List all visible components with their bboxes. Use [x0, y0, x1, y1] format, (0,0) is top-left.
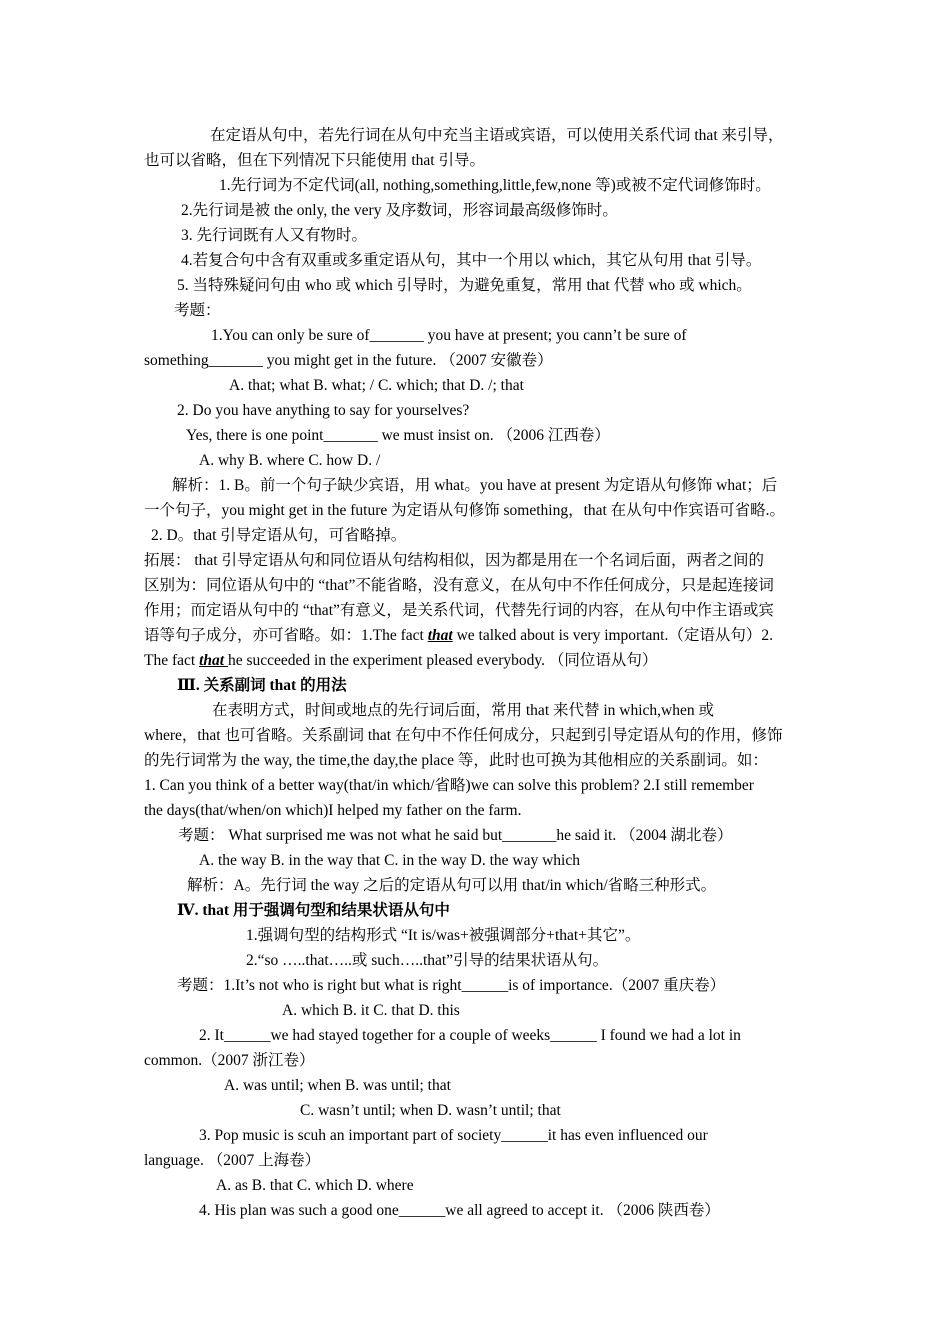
analysis-3: 解析：A。先行词 the way 之后的定语从句可以用 that/in which/省略三种形式。 — [187, 877, 717, 894]
section-heading-3: Ⅲ. 关系副词 that 的用法 — [177, 677, 347, 694]
question-2-line1: 2. Do you have anything to say for yourselves? — [177, 402, 470, 419]
kaoti-4-2-options2: C. wasn’t until; when D. wasn’t until; that — [300, 1102, 561, 1119]
kaoti-label-1: 考题： — [174, 302, 221, 319]
para3-line2: where，that 也可省略。关系副词 that 在句中不作任何成分，只起到引导定语从句的作用，修饰 — [144, 727, 783, 744]
extension-line1: 拓展： that 引导定语从句和同位语从句结构相似，因为都是用在一个名词后面，两者之间的 — [144, 552, 764, 569]
para3-line5: the days(that/when/on which)I helped my father on the farm. — [144, 802, 522, 819]
structure-2: 2.“so …..that…..或 such…..that”引导的结果状语从句。 — [246, 952, 609, 969]
document-body — [144, 123, 824, 1223]
question-1-options: A. that; what B. what; / C. which; that D. /; that — [229, 377, 524, 394]
question-1-line1: 1.You can only be sure of_______ you have at present; you cann’t be sure of — [211, 327, 687, 344]
kaoti-4-3-line2: language. （2007 上海卷） — [144, 1152, 321, 1169]
kaoti-4-3-line1: 3. Pop music is scuh an important part of society______it has even influenced our — [199, 1127, 708, 1144]
rule-5: 5. 当特殊疑问句由 who 或 which 引导时，为避免重复，常用 that 代替 who 或 which。 — [177, 277, 752, 294]
analysis-1-line2: 一个句子，you might get in the future 为定语从句修饰 something，that 在从句中作宾语可省略.。 — [144, 502, 786, 519]
para3-line1: 在表明方式，时间或地点的先行词后面，常用 that 来代替 in which,when 或 — [212, 702, 715, 719]
extension-line5-a: The fact — [144, 652, 200, 669]
structure-1: 1.强调句型的结构形式 “It is/was+被强调部分+that+其它”。 — [246, 927, 641, 944]
extension-line2: 区别为：同位语从句中的 “that”不能省略，没有意义，在从句中不作任何成分，只是起连接词 — [144, 577, 774, 594]
para3-line4: 1. Can you think of a better way(that/in which/省略)we can solve this problem? 2.I still remember — [144, 777, 754, 794]
analysis-1-line1: 解析：1. B。前一个句子缺少宾语，用 what。you have at present 为定语从句修饰 what；后 — [172, 477, 778, 494]
kaoti-4-2-line1: 2. It______we had stayed together for a couple of weeks______ I found we had a lot in — [199, 1027, 741, 1044]
rule-1: 1.先行词为不定代词(all, nothing,something,little,few,none 等)或被不定代词修饰时。 — [219, 177, 771, 194]
question-2-line2: Yes, there is one point_______ we must insist on. （2006 江西卷） — [186, 427, 610, 444]
kaoti-3: 考题： What surprised me was not what he said but_______he said it. （2004 湖北卷） — [178, 827, 733, 844]
kaoti-4-1: 考题：1.It’s not who is right but what is right______is of importance.（2007 重庆卷） — [177, 977, 726, 994]
extension-line3: 作用；而定语从句中的 “that”有意义，是关系代词，代替先行词的内容，在从句中作主语或宾 — [144, 602, 774, 619]
kaoti-4-2-line2: common.（2007 浙江卷） — [144, 1052, 315, 1069]
kaoti-4-4: 4. His plan was such a good one______we all agreed to accept it. （2006 陕西卷） — [199, 1202, 720, 1219]
extension-line4-b: we talked about is very important.（定语从句）2. — [452, 627, 773, 644]
question-1-line2: something_______ you might get in the future. （2007 安徽卷） — [144, 352, 553, 369]
section-heading-4: Ⅳ. that 用于强调句型和结果状语从句中 — [177, 902, 450, 919]
rule-3: 3. 先行词既有人又有物时。 — [181, 227, 368, 244]
extension-line5-b: he succeeded in the experiment pleased everybody. （同位语从句） — [227, 652, 658, 669]
extension-line5 — [144, 648, 824, 673]
kaoti-4-3-options: A. as B. that C. which D. where — [216, 1177, 414, 1194]
emphasized-that-1: that — [427, 627, 453, 644]
emphasized-that-2: that — [199, 652, 228, 669]
analysis-1-line3: 2. D。that 引导定语从句，可省略掉。 — [151, 527, 407, 544]
kaoti-3-options: A. the way B. in the way that C. in the way D. the way which — [199, 852, 580, 869]
rule-2: 2.先行词是被 the only, the very 及序数词，形容词最高级修饰时。 — [181, 202, 618, 219]
para3-line3: 的先行词常为 the way, the time,the day,the place 等，此时也可换为其他相应的关系副词。如： — [144, 752, 768, 769]
kaoti-4-1-options: A. which B. it C. that D. this — [282, 1002, 460, 1019]
question-2-options: A. why B. where C. how D. / — [199, 452, 381, 469]
extension-line4-a: 语等句子成分，亦可省略。如：1.The fact — [144, 627, 428, 644]
para1-line2: 也可以省略，但在下列情况下只能使用 that 引导。 — [144, 152, 485, 169]
rule-4: 4.若复合句中含有双重或多重定语从句，其中一个用以 which，其它从句用 that 引导。 — [181, 252, 762, 269]
extension-line4 — [144, 623, 824, 648]
kaoti-4-2-options1: A. was until; when B. was until; that — [224, 1077, 451, 1094]
para1-line1: 在定语从句中，若先行词在从句中充当主语或宾语，可以使用关系代词 that 来引导， — [210, 127, 784, 144]
